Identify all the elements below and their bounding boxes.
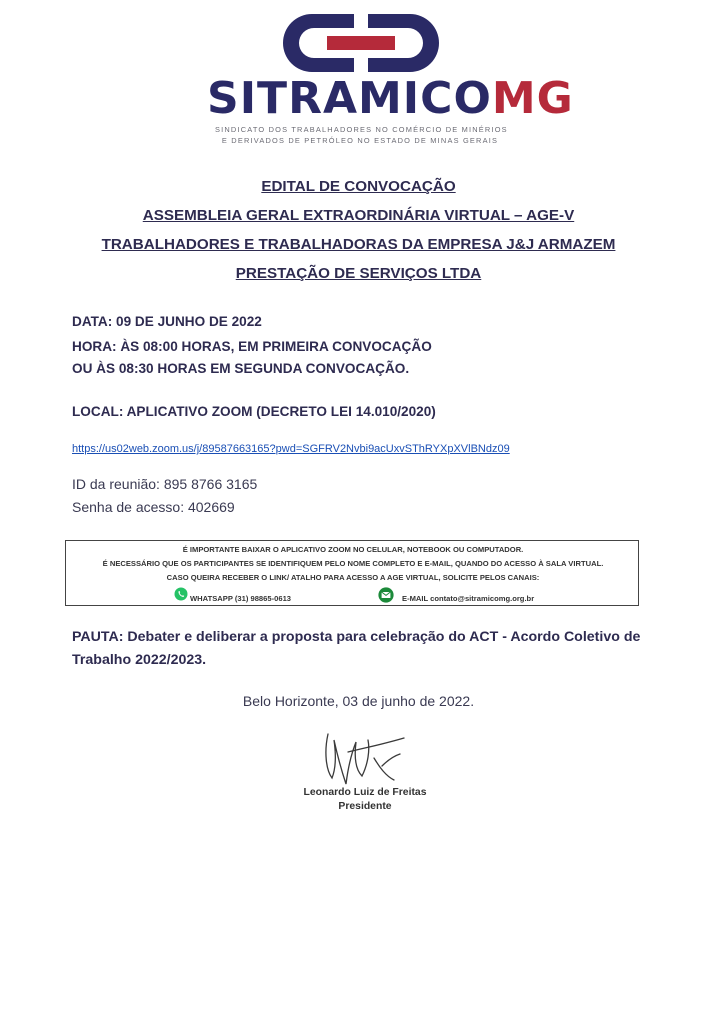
zoom-link[interactable]: https://us02web.zoom.us/j/89587663165?pwd=SGFRV2Nvbi9acUxvSThRYXpXVlBNdz09: [72, 443, 510, 455]
whatsapp-icon: [174, 587, 188, 601]
mail-icon: [378, 587, 394, 603]
logo-subtitle-line2: E DERIVADOS DE PETRÓLEO NO ESTADO DE MINAS GERAIS: [221, 136, 499, 145]
logo-wordmark: [207, 73, 574, 124]
agenda: PAUTA: Debater e deliberar a proposta para celebração do ACT - Acordo Coletivo de Trabalho 2022/2023.: [72, 629, 641, 668]
meeting-location: LOCAL: APLICATIVO ZOOM (DECRETO LEI 14.010/2020): [72, 404, 436, 419]
logo-name-part2: MG: [491, 73, 574, 124]
meeting-time-line1: HORA: ÀS 08:00 HORAS, EM PRIMEIRA CONVOCAÇÃO: [72, 339, 432, 354]
email-contact: E-MAIL contato@sitramicomg.org.br: [402, 594, 535, 603]
meeting-id: ID da reunião: 895 8766 3165: [72, 476, 258, 492]
notice-line2: É NECESSÁRIO QUE OS PARTICIPANTES SE IDENTIFIQUEM PELO NOME COMPLETO E E-MAIL, QUANDO DO ACESSO À SALA VIRTUAL.: [102, 559, 604, 568]
notice-line3: CASO QUEIRA RECEBER O LINK/ ATALHO PARA ACESSO A AGE VIRTUAL, SOLICITE PELOS CANAIS:: [166, 573, 540, 582]
document-heading: [40, 172, 677, 288]
heading-line1: EDITAL DE CONVOCAÇÃO: [261, 178, 456, 195]
sitramico-logo-icon: [272, 8, 450, 78]
signer-block: [290, 786, 440, 814]
logo-subtitle-line1: SINDICATO DOS TRABALHADORES NO COMÉRCIO DE MINÉRIOS: [215, 125, 508, 134]
heading-line2: ASSEMBLEIA GERAL EXTRAORDINÁRIA VIRTUAL – AGE-V: [142, 207, 575, 224]
whatsapp-contact: WHATSAPP (31) 98865-0613: [190, 594, 292, 603]
logo-name-part1: SITRAMICO: [207, 73, 492, 124]
meeting-date: DATA: 09 DE JUNHO DE 2022: [72, 314, 262, 329]
notice-box: [65, 540, 639, 606]
place-date: Belo Horizonte, 03 de junho de 2022.: [242, 693, 475, 709]
heading-line4: PRESTAÇÃO DE SERVIÇOS LTDA: [235, 265, 482, 282]
signer-title: Presidente: [338, 801, 392, 812]
meeting-password: Senha de acesso: 402669: [72, 499, 235, 515]
heading-line3: TRABALHADORES E TRABALHADORAS DA EMPRESA J&J ARMAZEM: [101, 236, 616, 253]
meeting-time-line2: OU ÀS 08:30 HORAS EM SEGUNDA CONVOCAÇÃO.: [72, 361, 410, 376]
notice-line1: É IMPORTANTE BAIXAR O APLICATIVO ZOOM NO CELULAR, NOTEBOOK OU COMPUTADOR.: [182, 545, 524, 554]
logo-subtitle: [215, 124, 508, 146]
signer-name: Leonardo Luiz de Freitas: [303, 787, 427, 798]
signature: [308, 724, 418, 790]
